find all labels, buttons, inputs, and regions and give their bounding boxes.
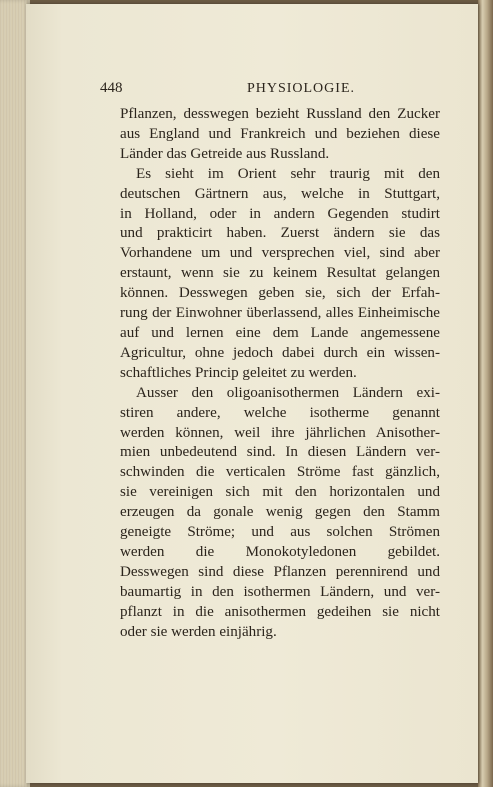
text-line: sie vereinigen sich mit den horizontalen und [120, 484, 440, 501]
text-line: rung der Einwohner überlassend, alles Einheimische [120, 305, 440, 322]
page-edges-right [478, 0, 493, 787]
text-line: Vorhandene um und versprechen viel, sind aber [120, 245, 440, 262]
text-line: können. Desswegen geben sie, sich der Erfah- [120, 285, 440, 302]
text-line: Agricultur, ohne jedoch dabei durch ein wissen- [120, 344, 440, 361]
text-line: stiren andere, welche isotherme genannt [120, 404, 440, 421]
text-line: aus England und Frankreich und beziehen diese [120, 125, 440, 142]
text-line: baumartig in den isothermen Ländern, und ver- [120, 583, 440, 600]
text-line: mien unbedeutend sind. In diesen Ländern ver- [120, 444, 440, 461]
text-line: oder sie werden einjährig. [120, 623, 277, 640]
text-line: in Holland, oder in andern Gegenden studirt [120, 205, 440, 222]
running-head: PHYSIOLOGIE. [246, 81, 355, 96]
text-line: Länder das Getreide aus Russland. [120, 145, 330, 162]
text-line: Es sieht im Orient sehr traurig mit den [136, 165, 440, 182]
page-header [100, 80, 355, 97]
text-line: werden die Monokotyledonen gebildet. [120, 543, 440, 560]
text-line: erzeugen da gonale wenig gegen den Stamm [120, 504, 440, 521]
text-line: geneigte Ströme; und aus solchen Strömen [120, 524, 440, 541]
text-line: Ausser den oligoanisothermen Ländern exi- [136, 384, 440, 401]
text-line: schwinden die verticalen Ströme fast gänzlich, [120, 464, 440, 481]
text-line: pflanzt in die anisothermen gedeihen sie nicht [120, 603, 440, 620]
body-text [120, 105, 440, 642]
text-line: Pflanzen, desswegen bezieht Russland den Zucker [120, 106, 440, 122]
text-line: erstaunt, wenn sie zu keinem Resultat gelangen [120, 265, 440, 282]
text-line: deutschen Gärtnern aus, welche in Stuttgart, [120, 185, 440, 202]
text-line: schaftliches Princip geleitet zu werden. [120, 364, 357, 381]
page-number: 448 [100, 80, 123, 96]
text-line: werden können, weil ihre jährlichen Anisother- [120, 424, 440, 441]
text-line: Desswegen sind diese Pflanzen perennirend und [120, 563, 440, 580]
text-line: auf und lernen eine dem Lande angemessene [120, 324, 440, 341]
text-line: und prakticirt haben. Zuerst ändern sie das [120, 225, 440, 242]
